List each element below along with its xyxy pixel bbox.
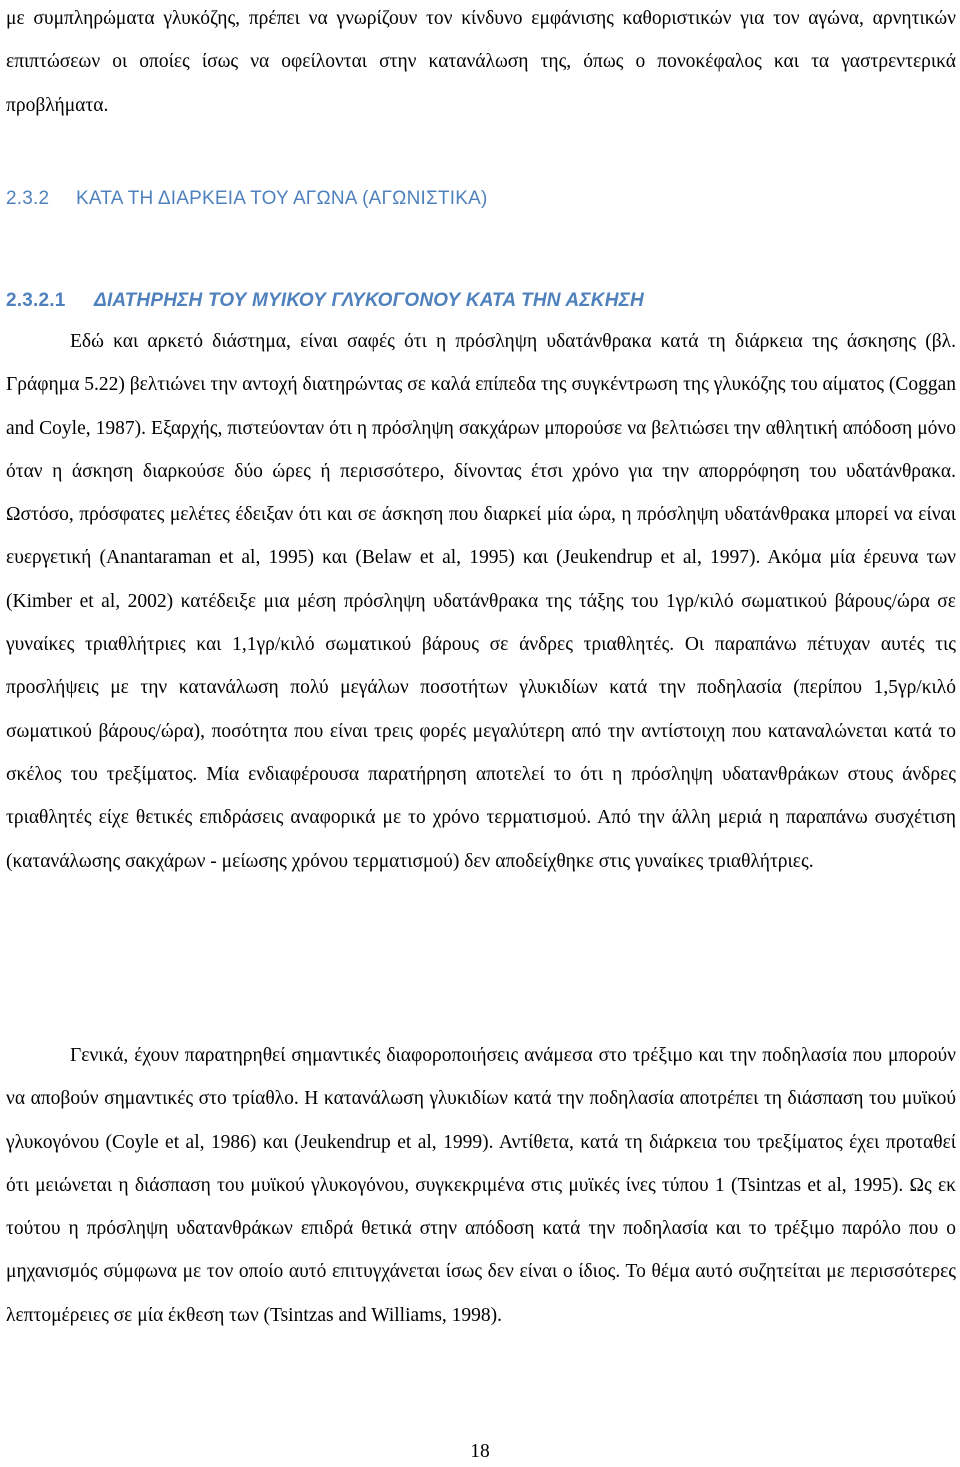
subsection-heading — [6, 290, 644, 312]
section-heading — [6, 188, 487, 210]
page-number: 18 — [470, 1441, 490, 1462]
body-paragraph-1: Εδώ και αρκετό διάστημα, είναι σαφές ότι η πρόσληψη υδατάνθρακα κατά τη διάρκεια της άσκησης (βλ. Γράφημα 5.22) βελτιώνει την αντοχή διατηρώντας σε καλά επίπεδα της συγκέντρωση της γλυκόζης του αίματος (Coggan and Coyle, 1987). Εξαρχής, πιστεύονταν ότι η πρόσληψη σακχάρων μπορούσε να βελτιώσει την αθλητική απόδοση μόνο όταν η άσκηση διαρκούσε δύο ώρες ή περισσότερο, δίνοντας έτσι χρόνο για την απορρόφηση του υδατάνθρακα. Ωστόσο, πρόσφατες μελέτες έδειξαν ότι και σε άσκηση που διαρκεί μία ώρα, η πρόσληψη υδατάνθρακα μπορεί να είναι ευεργετική (Anantaraman et al, 1995) και (Belaw et al, 1995) και (Jeukendrup et al, 1997). Ακόμα μία έρευνα των (Kimber et al, 2002) κατέδειξε μια μέση πρόσληψη υδατάνθρακα της τάξης του 1γρ/κιλό σωματικού βάρους/ώρα σε γυναίκες τριαθλήτριες και 1,1γρ/κιλό σωματικού βάρους σε άνδρες τριαθλητές. Οι παραπάνω πέτυχαν αυτές τις προσλήψεις με την κατανάλωση πολύ μεγάλων ποσοτήτων γλυκιδίων κατά την ποδηλασία (περίπου 1,5γρ/κιλό σωματικού βάρους/ώρα), ποσότητα που είναι τρεις φορές μεγαλύτερη από την αντίστοιχη που καταναλώνεται κατά το σκέλος του τρεξίματος. Μία ενδιαφέρουσα παρατήρηση αποτελεί το ότι η πρόσληψη υδατανθράκων στους άνδρες τριαθλητές είχε θετικές επιδράσεις αναφορικά με το χρόνο τερματισμού. Από την άλλη μεριά η παραπάνω συσχέτιση (κατανάλωσης σακχάρων - μείωσης χρόνου τερματισμού) δεν αποδείχθηκε στις γυναίκες τριαθλήτριες. — [6, 331, 956, 872]
intro-paragraph: με συμπληρώματα γλυκόζης, πρέπει να γνωρίζουν τον κίνδυνο εμφάνισης καθοριστικών για τον αγώνα, αρνητικών επιπτώσεων οι οποίες ίσως να οφείλονται στην κατανάλωση της, όπως ο πονοκέφαλος και τα γαστρεντερικά προβλήματα. — [6, 8, 956, 116]
section-number: 2.3.2 — [6, 188, 50, 209]
subsection-title: ΔΙΑΤΗΡΗΣΗ ΤΟΥ ΜΥΙΚΟΥ ΓΛΥΚΟΓΟΝΟΥ ΚΑΤΑ ΤΗΝ ΑΣΚΗΣΗ — [94, 290, 644, 311]
body-paragraph-2: Γενικά, έχουν παρατηρηθεί σημαντικές διαφοροποιήσεις ανάμεσα στο τρέξιμο και την ποδηλασία που μπορούν να αποβούν σημαντικές στο τρίαθλο. Η κατανάλωση γλυκιδίων κατά την ποδηλασία αποτρέπει τη διάσπαση του μυϊκού γλυκογόνου (Coyle et al, 1986) και (Jeukendrup et al, 1999). Αντίθετα, κατά τη διάρκεια του τρεξίματος έχει προταθεί ότι μειώνεται η διάσπαση του μυϊκού γλυκογόνου, συγκεκριμένα στις μυϊκές ίνες τύπου 1 (Tsintzas et al, 1995). Ως εκ τούτου η πρόσληψη υδατανθράκων επιδρά θετικά στην απόδοση κατά την ποδηλασία και το τρέξιμο παρόλο που ο μηχανισμός σύμφωνα με τον οποίο αυτό επιτυγχάνεται ίσως δεν είναι ο ίδιος. Το θέμα αυτό συζητείται με περισσότερες λεπτομέρειες σε μία έκθεση των (Tsintzas and Williams, 1998). — [6, 1045, 956, 1326]
subsection-number: 2.3.2.1 — [6, 290, 66, 311]
section-title: ΚΑΤΑ ΤΗ ΔΙΑΡΚΕΙΑ ΤΟΥ ΑΓΩΝΑ (ΑΓΩΝΙΣΤΙΚΑ) — [76, 188, 488, 209]
